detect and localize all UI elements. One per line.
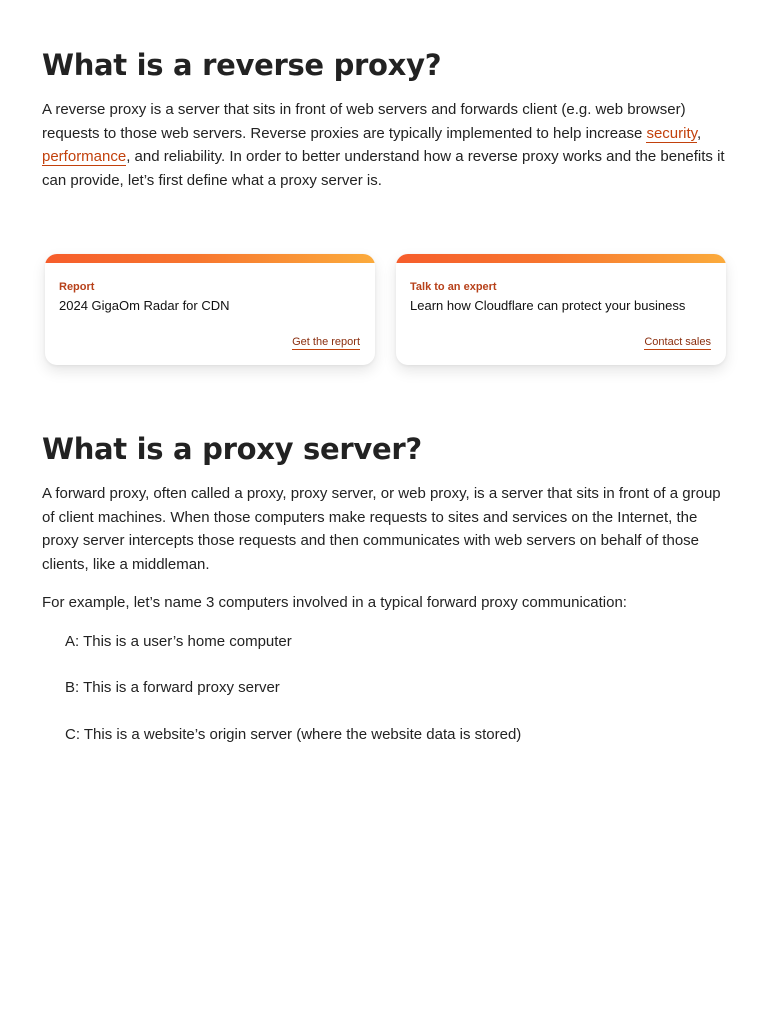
- card-title: 2024 GigaOm Radar for CDN: [59, 298, 230, 313]
- example-intro-paragraph: For example, let’s name 3 computers involved in a typical forward proxy communication:: [42, 594, 627, 611]
- contact-sales-link[interactable]: Contact sales: [644, 336, 711, 348]
- list-item-c: C: This is a website’s origin server (where the website data is stored): [65, 726, 522, 743]
- card-accent-bar: [396, 254, 726, 263]
- get-report-link[interactable]: Get the report: [292, 336, 360, 348]
- intro-text-part2: , and reliability. In order to better understand how a reverse proxy works and the benefits it can provide, let’s first define what a proxy server is.: [42, 148, 725, 189]
- card-accent-bar: [45, 254, 375, 263]
- expert-card: [396, 254, 726, 365]
- card-eyebrow: Report: [59, 281, 95, 293]
- forward-proxy-paragraph: A forward proxy, often called a proxy, proxy server, or web proxy, is a server that sits in front of a group of client machines. When those computers make requests to sites and services on the Internet, the proxy server intercepts those requests and then communicates with web servers on behalf of those clients, like a middleman.: [42, 485, 721, 573]
- card-eyebrow: Talk to an expert: [410, 281, 497, 293]
- proxy-server-heading: What is a proxy server?: [42, 432, 422, 466]
- list-item-a: A: This is a user’s home computer: [65, 633, 292, 650]
- card-title: Learn how Cloudflare can protect your business: [410, 298, 686, 313]
- link-separator: ,: [697, 124, 702, 142]
- reverse-proxy-intro: [42, 98, 732, 192]
- security-link[interactable]: security: [646, 124, 698, 142]
- reverse-proxy-heading: What is a reverse proxy?: [42, 48, 442, 82]
- report-card: [45, 254, 375, 365]
- list-item-b: B: This is a forward proxy server: [65, 679, 280, 696]
- intro-text-part1: A reverse proxy is a server that sits in front of web servers and forwards client (e.g. web browser) requests to those web servers. Reverse proxies are typically implemented to help increase: [42, 101, 686, 142]
- performance-link[interactable]: performance: [42, 148, 127, 165]
